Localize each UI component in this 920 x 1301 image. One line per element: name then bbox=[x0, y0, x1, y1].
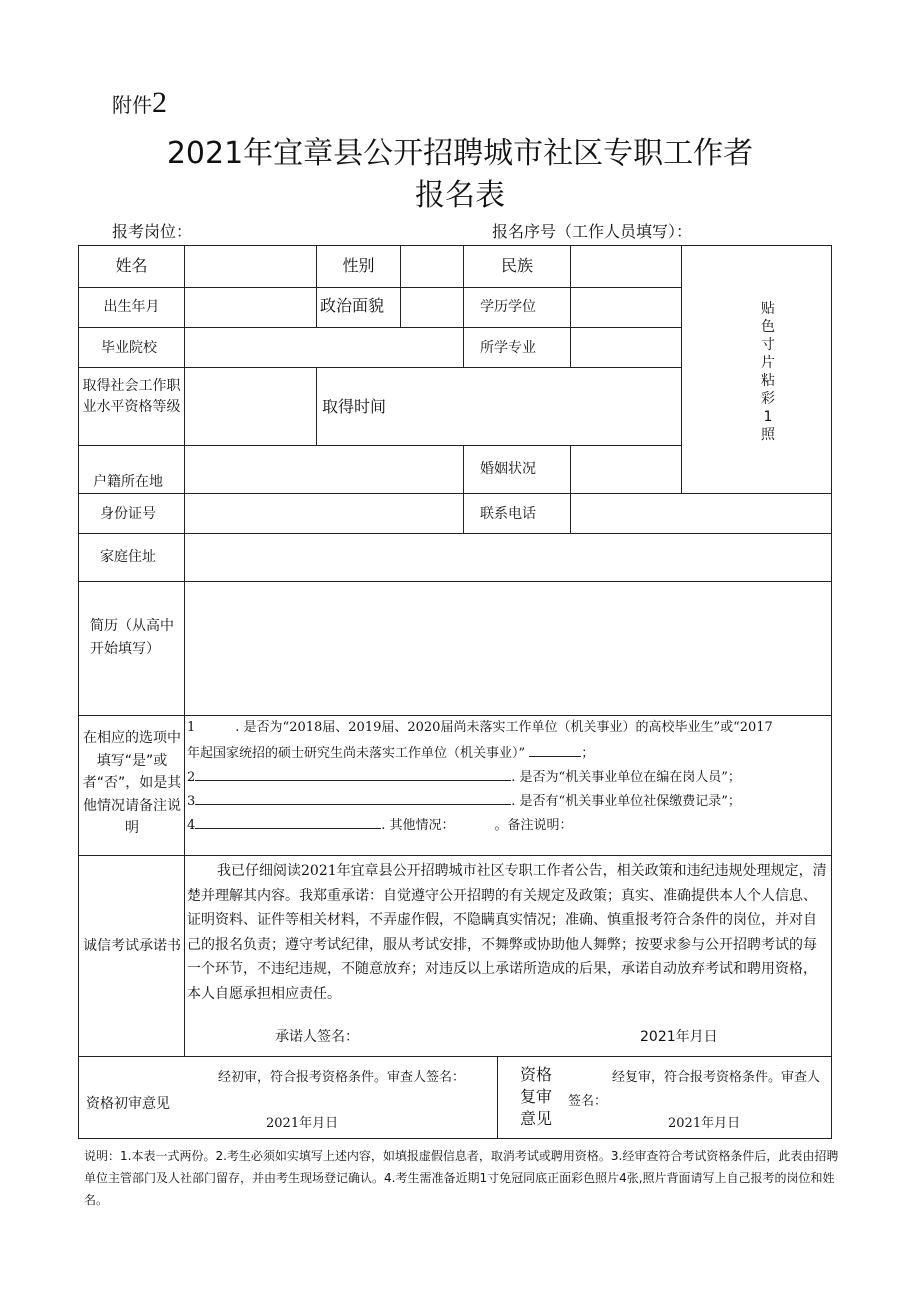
photo-char: 照 bbox=[761, 427, 775, 443]
page-title: 2021年宜章县公开招聘城市社区专职工作者 bbox=[166, 136, 754, 171]
major-label: 所学专业 bbox=[480, 340, 536, 356]
id-number-label: 身份证号 bbox=[100, 506, 156, 522]
ethnicity-label: 民族 bbox=[500, 256, 533, 275]
id-number-input[interactable] bbox=[186, 495, 462, 531]
major-input[interactable] bbox=[572, 329, 680, 365]
qualification-input[interactable] bbox=[186, 369, 314, 443]
option-2-text: . 是否为“机关事业单位在编在岗人员” bbox=[511, 770, 728, 785]
obtain-time-label: 取得时间 bbox=[322, 397, 387, 416]
marital-label: 婚姻状况 bbox=[480, 461, 536, 477]
option-1 bbox=[187, 716, 829, 740]
option-2-answer[interactable] bbox=[195, 766, 511, 781]
gender-label: 性别 bbox=[342, 256, 375, 275]
initial-review-text: 经初审，符合报考资格条件。审查人签名： bbox=[218, 1070, 466, 1085]
option-4-note: 。备注说明： bbox=[494, 818, 573, 833]
attachment-text: 附件 bbox=[112, 93, 152, 117]
position-label: 报考岗位： bbox=[112, 222, 193, 241]
household-input[interactable] bbox=[186, 447, 462, 491]
option-4-number: 4 bbox=[187, 818, 196, 833]
re-review-label bbox=[520, 1064, 552, 1130]
initial-review-label: 资格初审意见 bbox=[86, 1096, 170, 1112]
option-1-number: 1 bbox=[187, 720, 196, 735]
birth-input[interactable] bbox=[186, 289, 314, 325]
attachment-label bbox=[112, 86, 167, 120]
school-label: 毕业院校 bbox=[101, 340, 157, 356]
option-3: 3 . 是否有“机关事业单位社保缴费记录”； bbox=[187, 790, 829, 814]
address-input[interactable] bbox=[186, 535, 830, 579]
option-4-answer[interactable] bbox=[195, 814, 381, 829]
options-content bbox=[187, 716, 829, 838]
qualification-label: 取得社会工作职业水平资格等级 bbox=[82, 378, 181, 415]
re-review-label-2: 复审 bbox=[520, 1087, 553, 1106]
re-review-date: 2021年月日 bbox=[668, 1116, 741, 1131]
political-label: 政治面貌 bbox=[320, 296, 385, 315]
serial-label: 报名序号（工作人员填写）： bbox=[492, 222, 693, 241]
resume-label: 简历（从高中开始填写） bbox=[90, 618, 174, 657]
school-input[interactable] bbox=[186, 329, 462, 365]
option-3-number: 3 bbox=[187, 794, 196, 809]
photo-char: 1 bbox=[763, 409, 773, 425]
option-2: 2 . 是否为“机关事业单位在编在岗人员”； bbox=[187, 766, 829, 790]
attachment-number: 2 bbox=[152, 86, 167, 119]
option-1-cont: 年起国家统招的硕士研究生尚未落实工作单位（机关事业）” ； bbox=[187, 742, 829, 766]
re-review-label-3: 意见 bbox=[520, 1109, 553, 1128]
footnote: 说明：1.本表一式两份。2.考生必须如实填写上述内容，如填报虚假信息者，取消考试或聘用资格。3.经审查符合考试资格条件后，此表由招聘单位主管部门及人社部门留存，并由考生现场登记确认。4.考生需准备近期1寸免冠同底正面彩色照片4张,照片背面请写上自己报考的岗位和姓名。 bbox=[84, 1149, 839, 1207]
political-input[interactable] bbox=[402, 289, 462, 325]
option-1-text-a: . 是否为“2018届、2019届、2020届尚未落实工作单位（机关事业）的高校毕业生”或“2017 bbox=[235, 720, 773, 735]
photo-char: 粘 bbox=[761, 373, 775, 389]
address-label: 家庭住址 bbox=[100, 549, 156, 565]
option-1-text-b: 年起国家统招的硕士研究生尚未落实工作单位（机关事业）” bbox=[187, 746, 526, 761]
option-3-answer[interactable] bbox=[195, 790, 511, 805]
photo-char: 片 bbox=[761, 355, 775, 371]
integrity-date: 2021年月日 bbox=[640, 1029, 718, 1045]
gender-input[interactable] bbox=[402, 248, 462, 286]
phone-label: 联系电话 bbox=[480, 506, 536, 522]
phone-input[interactable] bbox=[572, 495, 830, 531]
photo-char: 寸 bbox=[761, 337, 775, 353]
option-4 bbox=[187, 814, 829, 838]
re-review-text: 经复审，符合报考资格条件。审查人签名： bbox=[568, 1070, 821, 1109]
education-input[interactable] bbox=[572, 289, 680, 325]
options-label: 在相应的选项中填写“是”或者“否”，如是其他情况请备注说明 bbox=[82, 730, 182, 836]
photo-char: 色 bbox=[761, 319, 775, 335]
photo-char: 贴 bbox=[761, 301, 775, 317]
option-4-text: . 其他情况： bbox=[381, 818, 455, 833]
photo-char: 彩 bbox=[761, 391, 775, 407]
photo-label bbox=[757, 300, 779, 444]
re-review-label-1: 资格 bbox=[520, 1065, 553, 1084]
initial-review-date: 2021年月日 bbox=[266, 1116, 339, 1131]
marital-input[interactable] bbox=[572, 447, 680, 491]
integrity-label: 诚信考试承诺书 bbox=[83, 938, 181, 954]
integrity-text: 我已仔细阅读2021年宜章县公开招聘城市社区专职工作者公告，相关政策和违纪违规处理规定，清楚并理解其内容。我郑重承诺：自觉遵守公开招聘的有关规定及政策；真实、准确提供本人个人信息、证明资料、证件等相关材料，不弄虚作假，不隐瞒真实情况；准确、慎重报考符合条件的岗位，并对自己的报名负责；遵守考试纪律，服从考试安排，不舞弊或协助他人舞弊；按要求参与公开招聘考试的每一个环节，不违纪违规，不随意放弃；对违反以上承诺所造成的后果，承诺自动放弃考试和聘用资格，本人自愿承担相应责任。 bbox=[187, 863, 827, 1002]
option-2-number: 2 bbox=[187, 770, 196, 785]
birth-label: 出生年月 bbox=[103, 299, 160, 315]
ethnicity-input[interactable] bbox=[572, 248, 680, 286]
option-3-text: . 是否有“机关事业单位社保缴费记录” bbox=[511, 794, 728, 809]
name-label: 姓名 bbox=[115, 256, 148, 275]
integrity-signer-label: 承诺人签名： bbox=[275, 1029, 359, 1045]
obtain-time-input[interactable] bbox=[472, 369, 680, 443]
page-subtitle: 报名表 bbox=[415, 178, 505, 213]
education-label: 学历学位 bbox=[480, 299, 536, 315]
resume-input[interactable] bbox=[186, 583, 830, 713]
household-label: 户籍所在地 bbox=[93, 474, 163, 490]
option-1-answer[interactable] bbox=[529, 742, 581, 757]
name-input[interactable] bbox=[186, 248, 314, 286]
